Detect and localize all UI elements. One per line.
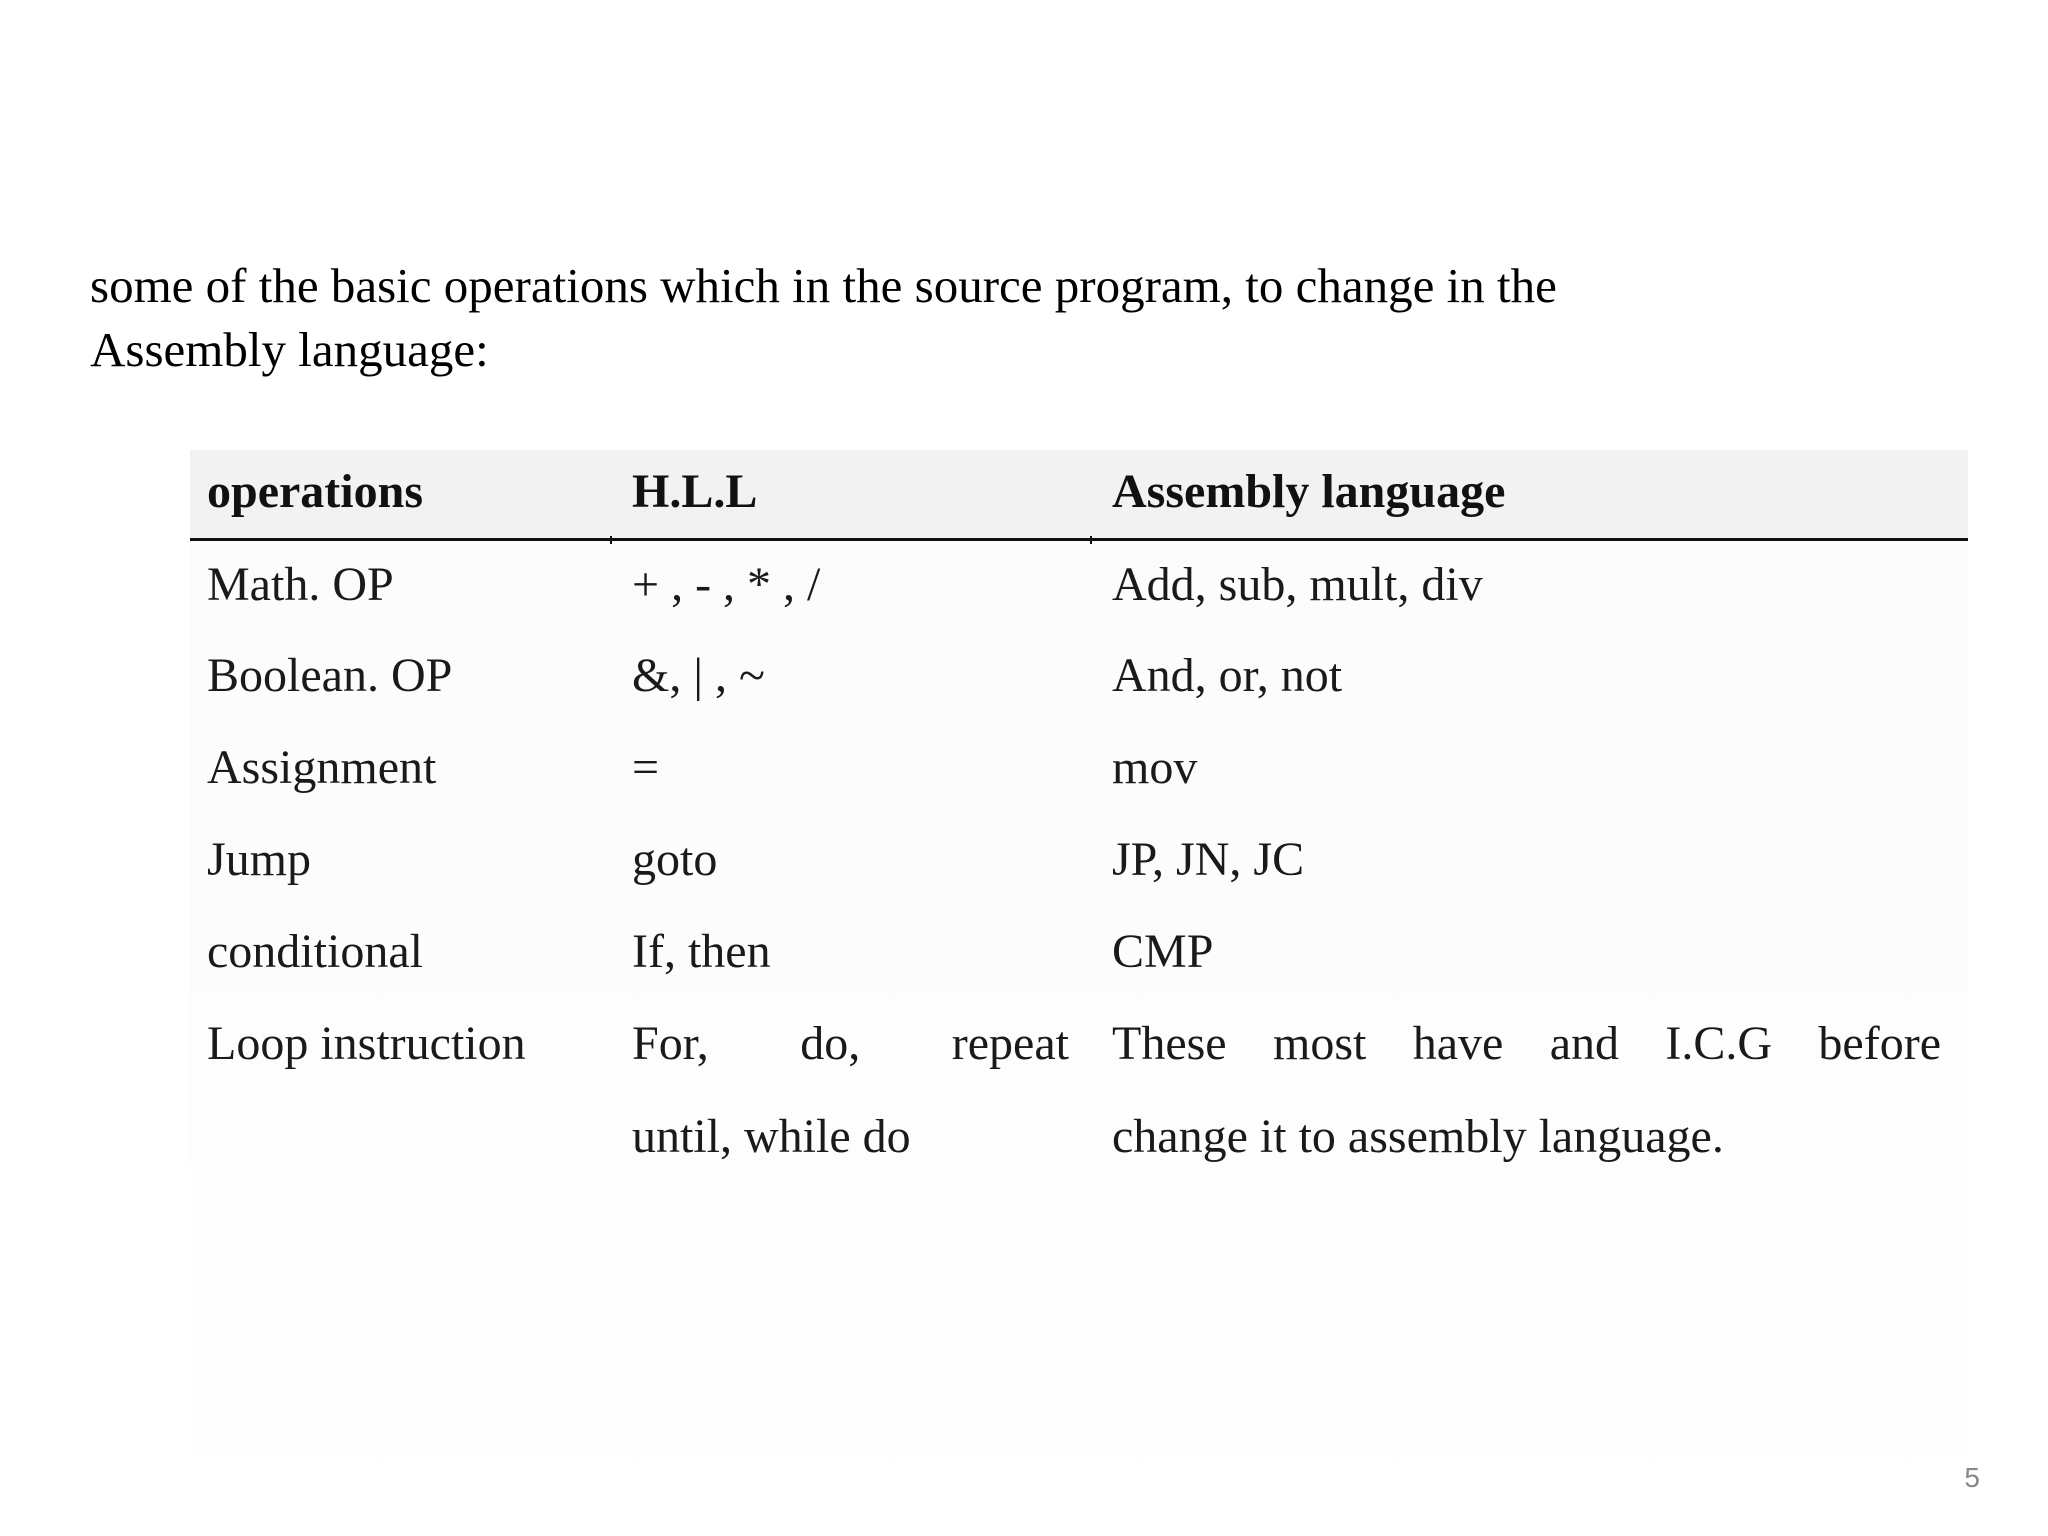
row-conditional-operation: conditional bbox=[207, 925, 423, 978]
row-loop-hll-line-1: For, do, repeat bbox=[632, 1017, 1069, 1070]
intro-text bbox=[90, 254, 1790, 382]
operations-table bbox=[190, 450, 1968, 1536]
row-jump-operation: Jump bbox=[207, 833, 312, 886]
row-conditional-assembly: CMP bbox=[1112, 925, 1214, 978]
page-number: 5 bbox=[1964, 1462, 1980, 1493]
row-boolean-assembly: And, or, not bbox=[1112, 649, 1343, 702]
header-assembly-language: Assembly language bbox=[1112, 465, 1506, 518]
row-assignment-hll: = bbox=[632, 741, 660, 794]
row-loop-assembly-line-1: These most have and I.C.G before bbox=[1112, 1017, 1941, 1070]
row-conditional-hll: If, then bbox=[632, 925, 771, 978]
header-divider-tick bbox=[1090, 536, 1092, 544]
intro-line-1: some of the basic operations which in the source program, to change in the bbox=[90, 258, 1557, 313]
row-math-hll: + , - , * , / bbox=[632, 558, 821, 611]
row-loop-assembly-line-2: change it to assembly language. bbox=[1112, 1110, 1724, 1163]
row-math-operation: Math. OP bbox=[207, 558, 394, 611]
header-divider-tick bbox=[610, 536, 612, 544]
row-boolean-operation: Boolean. OP bbox=[207, 649, 453, 702]
header-operations: operations bbox=[207, 465, 423, 518]
row-assignment-assembly: mov bbox=[1112, 741, 1198, 794]
table-header-row bbox=[190, 450, 1968, 541]
row-loop-operation: Loop instruction bbox=[207, 1017, 526, 1070]
row-jump-hll: goto bbox=[632, 833, 718, 886]
intro-line-2: Assembly language: bbox=[90, 322, 489, 377]
row-loop-hll-line-2: until, while do bbox=[632, 1110, 911, 1163]
row-jump-assembly: JP, JN, JC bbox=[1112, 833, 1305, 886]
row-assignment-operation: Assignment bbox=[207, 741, 437, 794]
row-math-assembly: Add, sub, mult, div bbox=[1112, 558, 1483, 611]
header-hll: H.L.L bbox=[632, 465, 758, 518]
row-boolean-hll: &, | , ~ bbox=[632, 649, 765, 702]
